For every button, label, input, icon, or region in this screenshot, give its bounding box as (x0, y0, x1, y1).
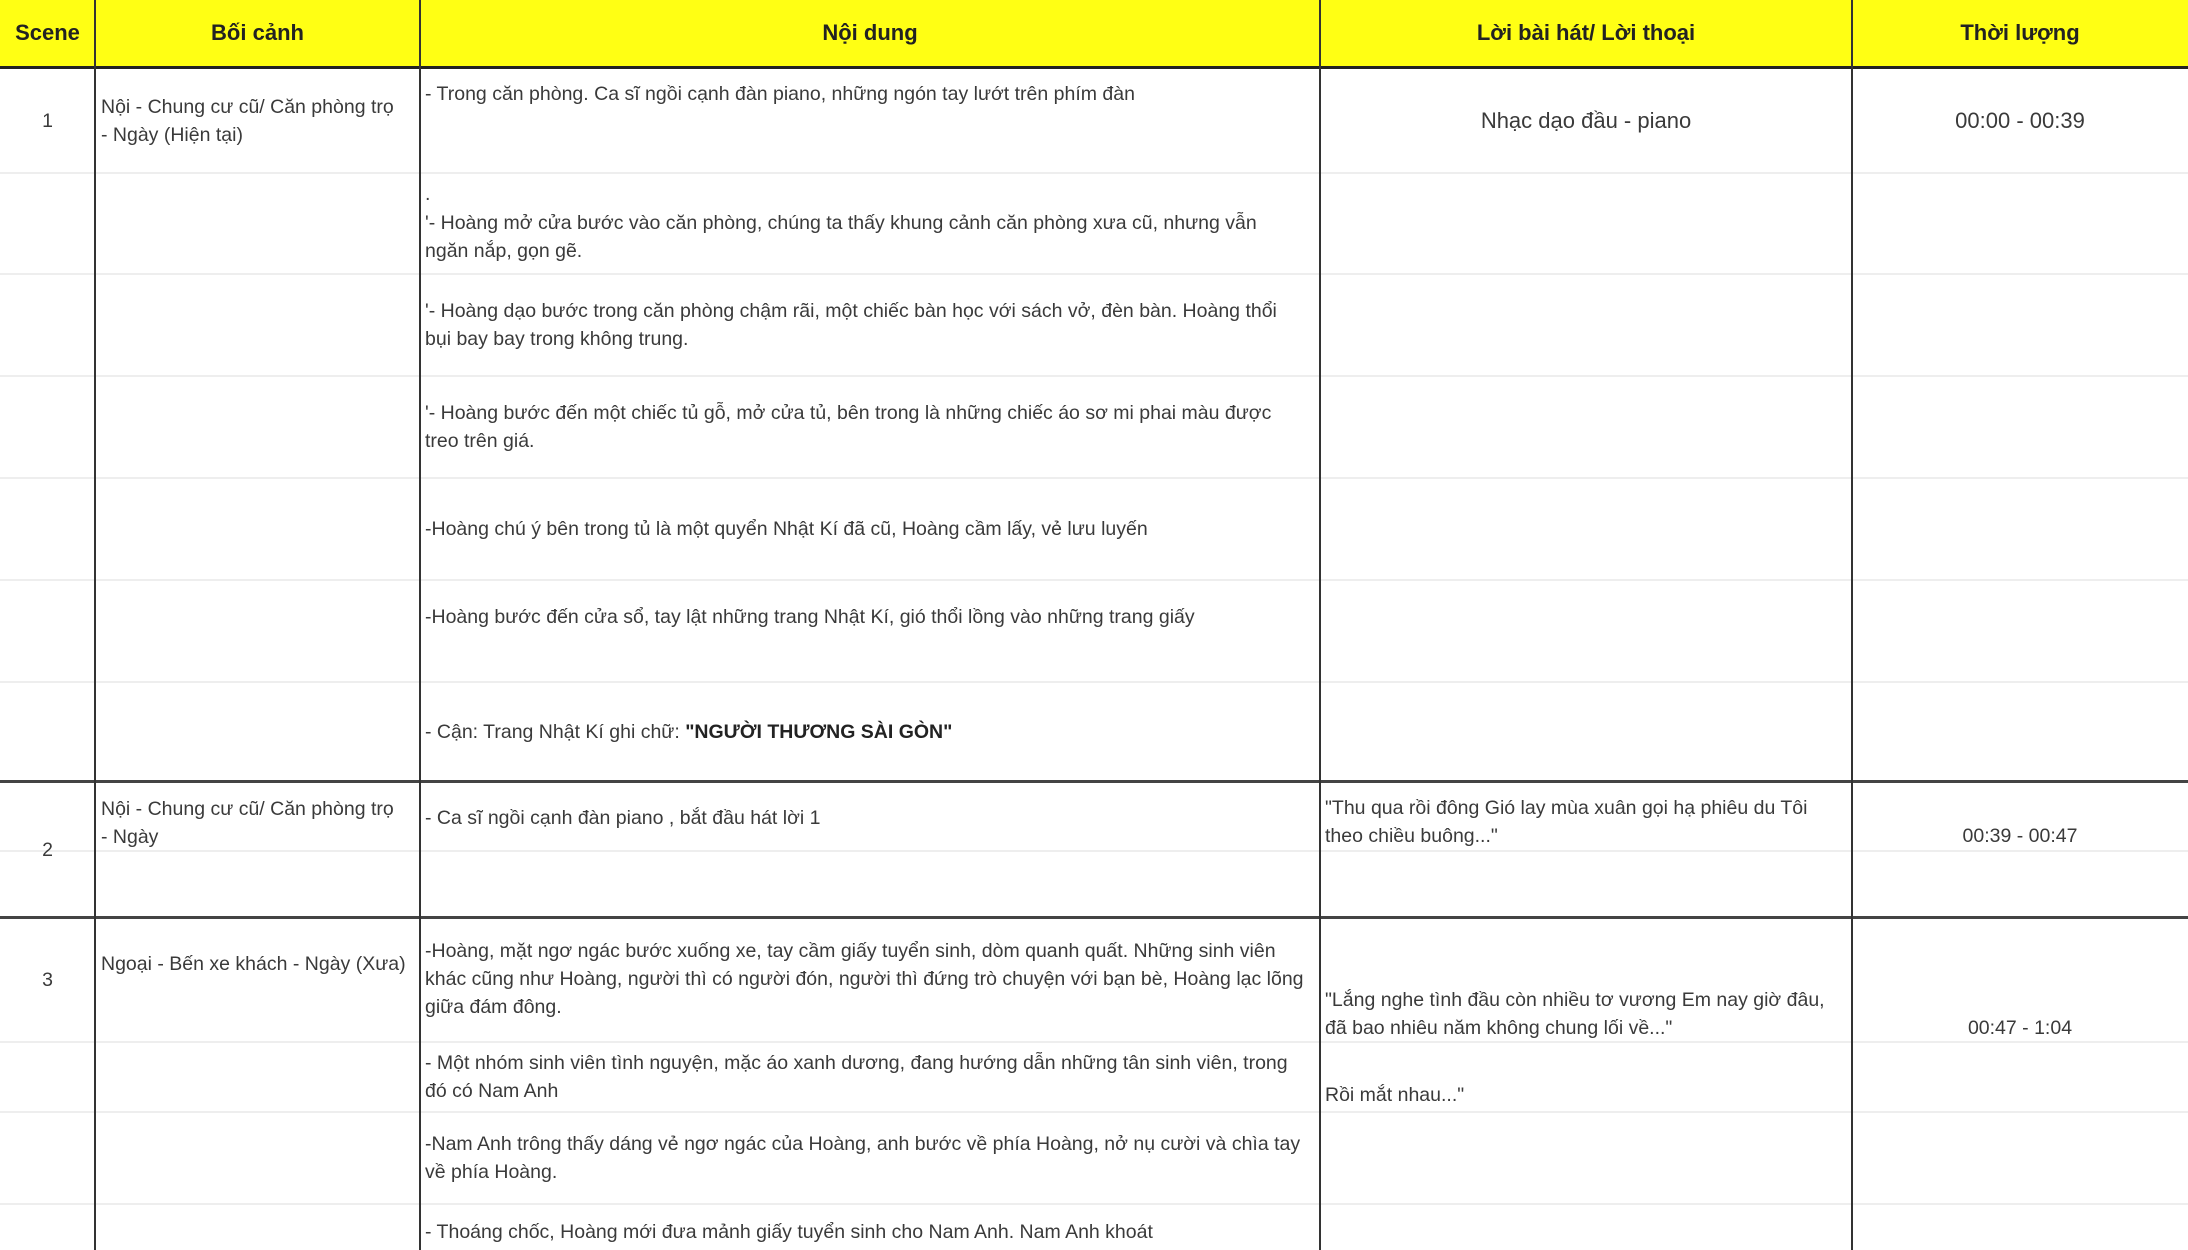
lyrics-cell[interactable]: Nhạc dạo đầu - piano (1480, 108, 1692, 133)
column-divider (1851, 0, 1853, 1250)
scene-context[interactable]: Nội - Chung cư cũ/ Căn phòng trọ - Ngày (101, 798, 394, 848)
row-divider (0, 681, 2188, 683)
header-context[interactable]: Bối cảnh (211, 20, 304, 45)
column-divider (94, 0, 96, 1250)
content-cell[interactable]: - Trong căn phòng. Ca sĩ ngồi cạnh đàn piano, những ngón tay lướt trên phím đàn (425, 83, 1135, 105)
content-cell[interactable]: -Hoàng chú ý bên trong tủ là một quyển Nhật Kí đã cũ, Hoàng cầm lấy, vẻ lưu luyến (425, 518, 1148, 540)
scene-context[interactable]: Nội - Chung cư cũ/ Căn phòng trọ - Ngày (Hiện tại) (101, 96, 394, 146)
lyrics-cell[interactable]: Rồi mắt nhau..." (1325, 1084, 1465, 1106)
content-cell[interactable]: -Hoàng, mặt ngơ ngác bước xuống xe, tay cầm giấy tuyển sinh, dòm quanh quất. Những sinh viên khác cũng như Hoàng, người thì có người đón, người thì đứng trò chuyện với bạn bè, Hoàng lạc lõng giữa đám đông. (425, 940, 1304, 1018)
content-cell[interactable]: - Thoáng chốc, Hoàng mới đưa mảnh giấy tuyển sinh cho Nam Anh. Nam Anh khoát (425, 1221, 1153, 1243)
row-divider (0, 172, 2188, 174)
row-divider (0, 1111, 2188, 1113)
header-row (0, 0, 2188, 69)
column-divider (419, 0, 421, 1250)
lyrics-cell[interactable]: "Thu qua rồi đông Gió lay mùa xuân gọi hạ phiêu du Tôi theo chiều buông..." (1325, 797, 1808, 847)
header-lyrics[interactable]: Lời bài hát/ Lời thoại (1476, 20, 1696, 45)
content-cell[interactable]: -Nam Anh trông thấy dáng vẻ ngơ ngác của Hoàng, anh bước về phía Hoàng, nở nụ cười và chìa tay về phía Hoàng. (425, 1133, 1301, 1183)
column-divider (1319, 0, 1321, 1250)
content-cell[interactable] (425, 718, 952, 746)
duration-cell[interactable]: 00:47 - 1:04 (1967, 1017, 2073, 1039)
header-scene[interactable]: Scene (15, 20, 80, 45)
scene-context[interactable]: Ngoại - Bến xe khách - Ngày (Xưa) (101, 953, 406, 975)
scene-number[interactable]: 1 (42, 110, 53, 132)
diary-quote: "NGƯỜI THƯƠNG SÀI GÒN" (685, 721, 953, 743)
row-divider (0, 477, 2188, 479)
row-divider (0, 1203, 2188, 1205)
content-cell[interactable]: - Ca sĩ ngồi cạnh đàn piano , bắt đầu hát lời 1 (425, 807, 821, 829)
scene-number[interactable]: 3 (42, 969, 53, 991)
header-content[interactable]: Nội dung (822, 20, 918, 45)
content-cell[interactable]: -Hoàng bước đến cửa sổ, tay lật những trang Nhật Kí, gió thổi lồng vào những trang giấy (425, 606, 1195, 628)
content-cell[interactable]: '- Hoàng bước đến một chiếc tủ gỗ, mở cửa tủ, bên trong là những chiếc áo sơ mi phai màu được treo trên giá. (425, 402, 1272, 452)
header-duration[interactable]: Thời lượng (1960, 20, 2080, 45)
scene-divider (0, 916, 2188, 919)
content-cell[interactable]: '- Hoàng mở cửa bước vào căn phòng, chúng ta thấy khung cảnh căn phòng xưa cũ, nhưng vẫn ngăn nắp, gọn gẽ. (425, 212, 1257, 262)
row-divider (0, 273, 2188, 275)
content-cell[interactable]: '- Hoàng dạo bước trong căn phòng chậm rãi, một chiếc bàn học với sách vở, đèn bàn. Hoàng thổi bụi bay bay trong không trung. (425, 300, 1277, 350)
lyrics-cell[interactable]: "Lắng nghe tình đầu còn nhiều tơ vương Em nay giờ đâu, đã bao nhiêu năm không chung lối về..." (1325, 989, 1825, 1039)
scene-divider (0, 780, 2188, 783)
duration-cell[interactable]: 00:39 - 00:47 (1962, 825, 2078, 847)
content-text: - Cận: Trang Nhật Kí ghi chữ: (425, 721, 686, 743)
content-cell[interactable]: - Một nhóm sinh viên tình nguyện, mặc áo xanh dương, đang hướng dẫn những tân sinh viên, trong đó có Nam Anh (425, 1052, 1288, 1102)
content-cell: . (425, 183, 431, 205)
row-divider (0, 579, 2188, 581)
duration-cell[interactable]: 00:00 - 00:39 (1955, 108, 2085, 133)
scene-number[interactable]: 2 (42, 839, 53, 861)
row-divider (0, 375, 2188, 377)
